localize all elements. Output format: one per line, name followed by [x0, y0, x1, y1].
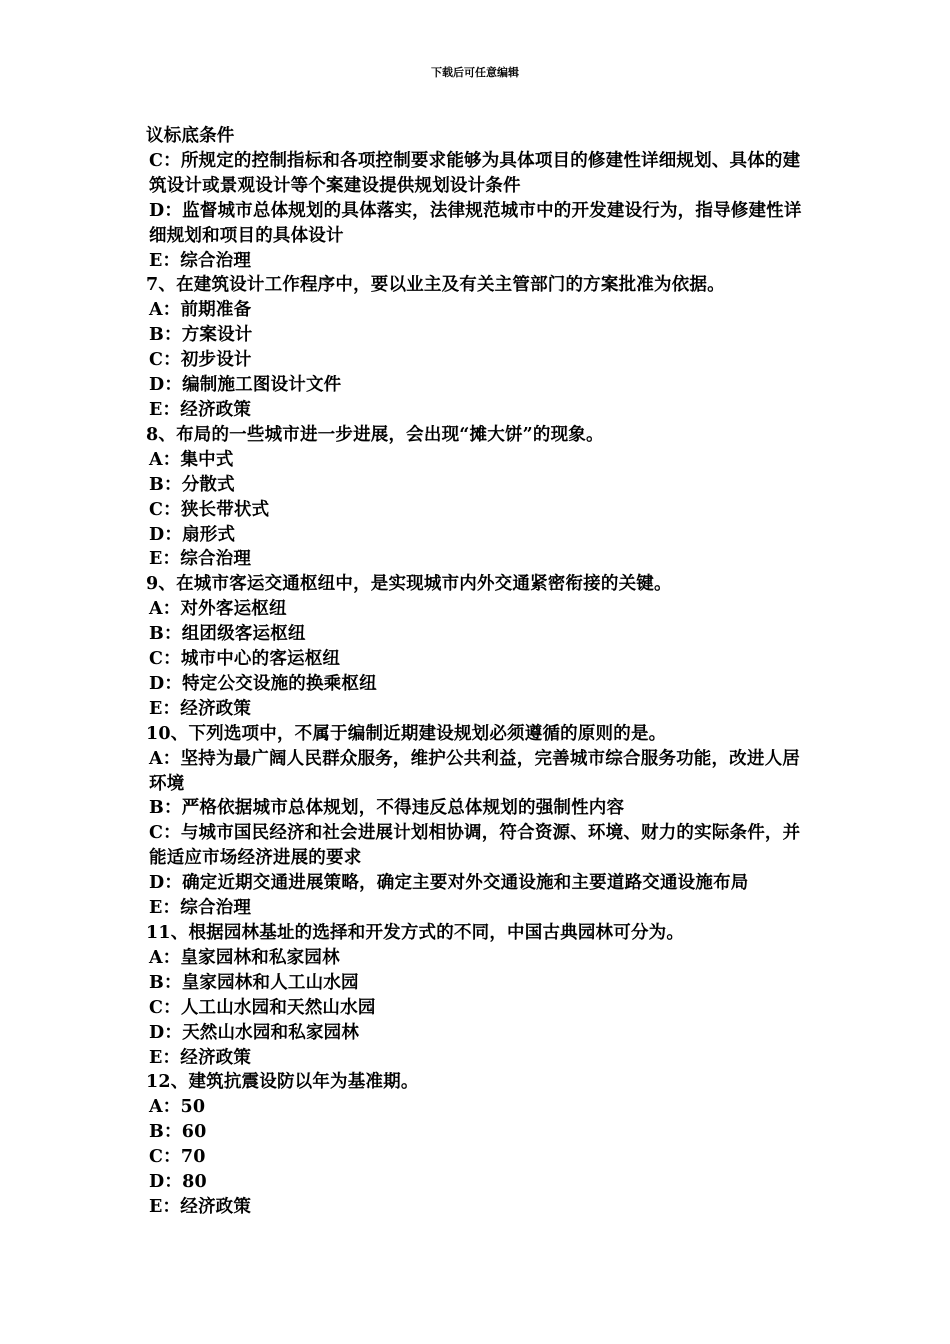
option-line: E：经济政策 [149, 1047, 252, 1068]
option-line: E：经济政策 [149, 698, 252, 719]
option-line: A：皇家园林和私家园林 [149, 947, 340, 968]
page-header: 下载后可任意编辑 [431, 66, 519, 79]
option-line: A：前期准备 [149, 300, 252, 321]
option-line: A：坚持为最广阔人民群众服务，维护公共利益，完善城市综合服务功能，改进人居环境 [149, 748, 800, 794]
question-line: 10、下列选项中，不属于编制近期建设规划必须遵循的原则的是。 [146, 723, 667, 744]
option-line: C：初步设计 [149, 350, 252, 371]
option-line: D：80 [149, 1172, 207, 1193]
option-line: A：集中式 [149, 449, 234, 470]
option-line: D：天然山水园和私家园林 [149, 1022, 360, 1043]
text-line: 议标底条件 [146, 126, 235, 146]
option-line: C：人工山水园和天然山水园 [149, 997, 376, 1018]
option-line: E：经济政策 [149, 1196, 252, 1217]
option-line: D：特定公交设施的换乘枢纽 [149, 673, 377, 694]
question-line: 9、在城市客运交通枢纽中，是实现城市内外交通紧密衔接的关键。 [146, 574, 672, 595]
option-line: B：严格依据城市总体规划，不得违反总体规划的强制性内容 [149, 798, 625, 819]
option-line: E：经济政策 [149, 399, 252, 420]
option-line: D：编制施工图设计文件 [149, 375, 342, 396]
option-line: C：狭长带状式 [149, 499, 270, 520]
option-line: C：所规定的控制指标和各项控制要求能够为具体项目的修建性详细规划、具体的建筑设计或景观设计等个案建设提供规划设计条件 [149, 150, 801, 196]
question-line: 12、建筑抗震设防以年为基准期。 [146, 1072, 419, 1093]
option-line: D：扇形式 [149, 524, 236, 545]
option-line: B：组团级客运枢纽 [149, 624, 306, 645]
option-line: C：70 [149, 1147, 206, 1168]
question-line: 7、在建筑设计工作程序中，要以业主及有关主管部门的方案批准为依据。 [146, 275, 725, 296]
option-line: B：皇家园林和人工山水园 [149, 972, 359, 993]
option-line: E：综合治理 [149, 549, 252, 570]
option-line: D：监督城市总体规划的具体落实，法律规范城市中的开发建设行为，指导修建性详细规划和项目的具体设计 [149, 200, 802, 246]
option-line: C：城市中心的客运枢纽 [149, 649, 341, 670]
option-line: E：综合治理 [149, 250, 252, 271]
question-line: 11、根据园林基址的选择和开发方式的不同，中国古典园林可分为。 [146, 923, 685, 943]
document-body [146, 124, 810, 1220]
question-line: 8、布局的一些城市进一步进展，会出现“摊大饼”的现象。 [146, 424, 604, 445]
option-line: A：50 [149, 1097, 206, 1118]
option-line: B：方案设计 [149, 325, 253, 346]
option-line: B：60 [149, 1122, 207, 1143]
option-line: C：与城市国民经济和社会进展计划相协调，符合资源、环境、财力的实际条件，并能适应市场经济进展的要求 [149, 823, 801, 869]
option-line: E：综合治理 [149, 898, 252, 919]
option-line: A：对外客运枢纽 [149, 599, 287, 620]
option-line: D：确定近期交通进展策略，确定主要对外交通设施和主要道路交通设施布局 [149, 873, 749, 894]
option-line: B：分散式 [149, 474, 235, 495]
